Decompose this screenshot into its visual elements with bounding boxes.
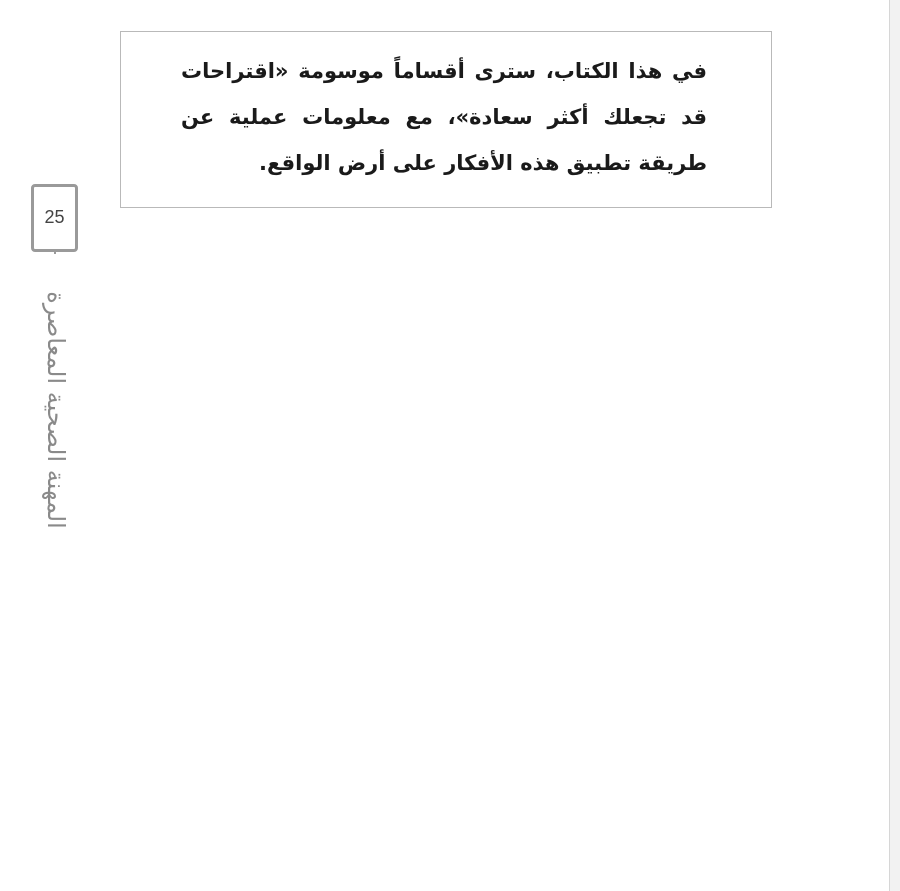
box-paragraph: في هذا الكتاب، سترى أقساماً موسومة «اقتراحات قد تجعلك أكثر سعادة»، مع معلومات عملية عن طريقة تطبيق هذه الأفكار على أرض الواقع. <box>181 59 707 175</box>
page-number-tab <box>31 184 78 252</box>
page-number: 25 <box>44 207 65 227</box>
page-edge <box>890 0 900 891</box>
highlight-text-box <box>120 31 772 208</box>
running-title: المهنة الصحية المعاصرة <box>42 291 70 529</box>
